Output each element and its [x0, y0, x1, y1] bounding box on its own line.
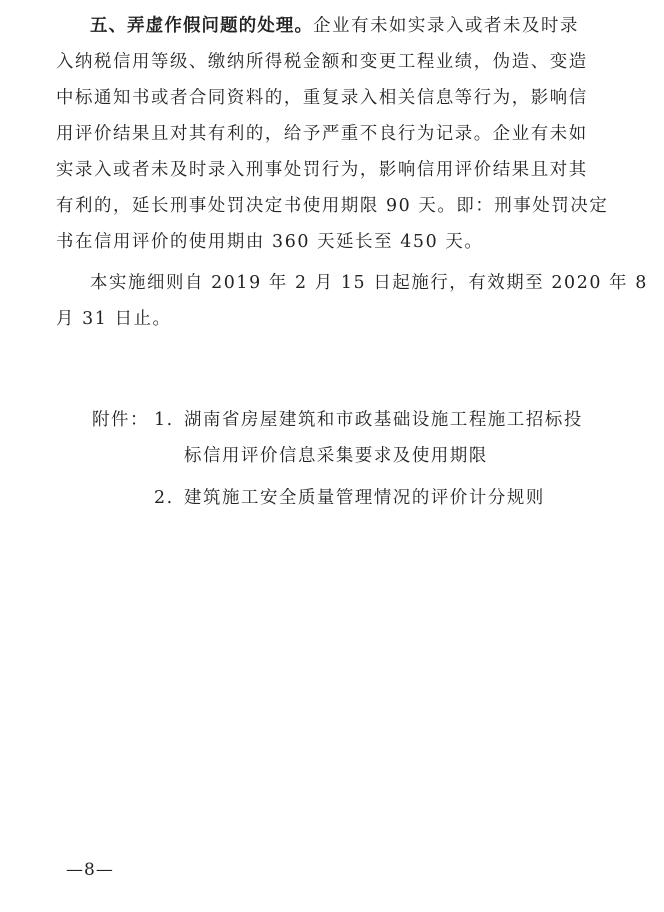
effective-date-line-1: 本实施细则自 2019 年 2 月 15 日起施行，有效期至 2020 年 8 — [90, 273, 648, 293]
effective-date-line-2: 月 31 日止。 — [56, 309, 172, 329]
section-five-line-7: 书在信用评价的使用期由 360 天延长至 450 天。 — [56, 232, 484, 252]
section-five-heading: 五、弄虚作假问题的处理。 — [90, 16, 314, 36]
section-five-line-2: 入纳税信用等级、缴纳所得税金额和变更工程业绩，伪造、变造 — [56, 52, 588, 72]
attachment-number-1: 1. — [154, 410, 174, 430]
attachment-title-1-line-2: 标信用评价信息采集要求及使用期限 — [184, 446, 488, 466]
attachment-title-1-line-1: 湖南省房屋建筑和市政基础设施工程施工招标投 — [184, 410, 583, 430]
attachment-item-2 — [92, 480, 632, 516]
section-five-line-5: 实录入或者未及时录入刑事处罚行为，影响信用评价结果且对其 — [56, 160, 588, 180]
attachment-number-2: 2. — [154, 488, 174, 508]
section-five-text: 企业有未如实录入或者未及时录 — [313, 16, 579, 36]
section-five-line-4: 用评价结果且对其有利的，给予严重不良行为记录。企业有未如 — [56, 124, 588, 144]
attachment-item-1 — [92, 402, 632, 438]
attachment-title-2: 建筑施工安全质量管理情况的评价计分规则 — [184, 488, 545, 508]
page-number: —8— — [66, 860, 114, 880]
section-five-line-1 — [56, 8, 636, 44]
section-five-line-3: 中标通知书或者合同资料的，重复录入相关信息等行为，影响信 — [56, 88, 588, 108]
attachments-label: 附件： — [92, 410, 149, 430]
section-five-body — [56, 8, 648, 337]
attachments-list — [92, 402, 632, 516]
section-five-line-6: 有利的，延长刑事处罚决定书使用期限 90 天。即：刑事处罚决定 — [56, 196, 609, 216]
